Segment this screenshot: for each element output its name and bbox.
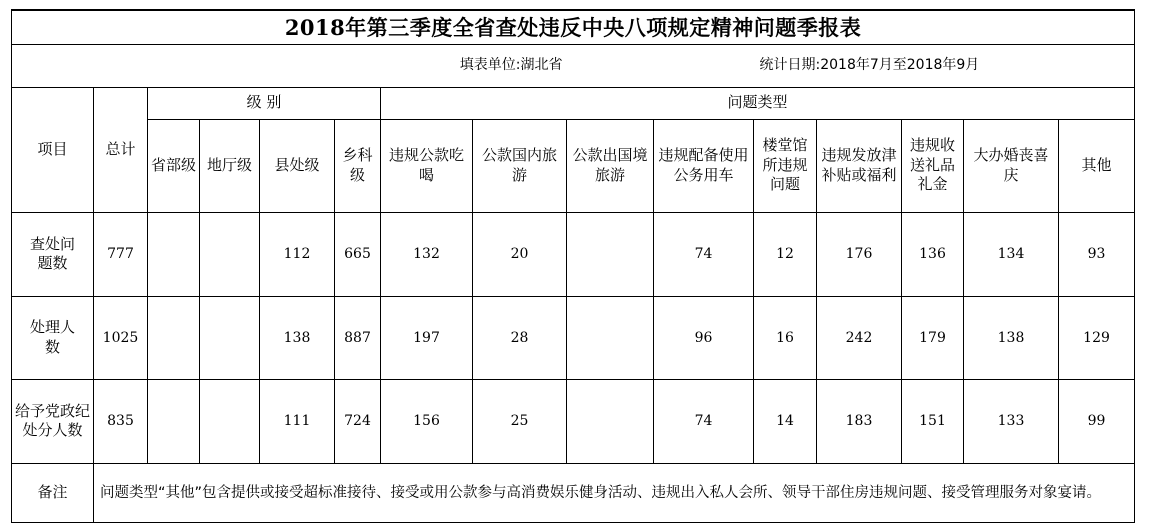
header-level-prefecture: 地厅级 <box>200 119 260 212</box>
note-label: 备注 <box>12 463 94 522</box>
cell-total: 777 <box>94 212 148 296</box>
cell-level <box>148 379 200 463</box>
cell-type: 93 <box>1059 212 1135 296</box>
header-level-county: 县处级 <box>260 119 335 212</box>
cell-type: 197 <box>381 296 473 379</box>
cell-level <box>200 212 260 296</box>
cell-type: 179 <box>902 296 964 379</box>
cell-type: 96 <box>654 296 754 379</box>
cell-level: 112 <box>260 212 335 296</box>
cell-type: 151 <box>902 379 964 463</box>
cell-level: 665 <box>335 212 381 296</box>
cell-type: 74 <box>654 212 754 296</box>
row-label: 给予党政纪处分人数 <box>12 379 94 463</box>
cell-level: 111 <box>260 379 335 463</box>
header-type-overseas-travel: 公款出国境旅游 <box>567 119 654 212</box>
cell-type <box>567 212 654 296</box>
cell-level <box>200 379 260 463</box>
cell-level: 138 <box>260 296 335 379</box>
report-sheet <box>11 9 1134 523</box>
cell-type: 133 <box>964 379 1059 463</box>
cell-total: 1025 <box>94 296 148 379</box>
header-type-gifts: 违规收送礼品礼金 <box>902 119 964 212</box>
cell-type: 132 <box>381 212 473 296</box>
stat-date: 统计日期:2018年7月至2018年9月 <box>754 44 1135 87</box>
report-table <box>11 9 1135 523</box>
header-total: 总计 <box>94 87 148 212</box>
header-type-domestic-travel: 公款国内旅游 <box>473 119 567 212</box>
header-type-other: 其他 <box>1059 119 1135 212</box>
cell-type: 176 <box>817 212 902 296</box>
cell-level: 887 <box>335 296 381 379</box>
cell-type: 16 <box>754 296 817 379</box>
cell-type: 138 <box>964 296 1059 379</box>
cell-type: 129 <box>1059 296 1135 379</box>
table-row <box>12 212 1135 296</box>
cell-type: 28 <box>473 296 567 379</box>
header-type-allowances: 违规发放津补贴或福利 <box>817 119 902 212</box>
cell-total: 835 <box>94 379 148 463</box>
cell-type: 74 <box>654 379 754 463</box>
cell-type: 134 <box>964 212 1059 296</box>
cell-type <box>567 379 654 463</box>
row-label: 查处问题数 <box>12 212 94 296</box>
header-level-province: 省部级 <box>148 119 200 212</box>
note-text: 问题类型“其他”包含提供或接受超标准接待、接受或用公款参与高消费娱乐健身活动、违规出入私人会所、领导干部住房违规问题、接受管理服务对象宴请。 <box>94 463 1135 522</box>
header-type-buildings: 楼堂馆所违规问题 <box>754 119 817 212</box>
header-type-dining: 违规公款吃喝 <box>381 119 473 212</box>
cell-type: 183 <box>817 379 902 463</box>
table-row <box>12 296 1135 379</box>
header-level-group: 级 别 <box>148 87 381 119</box>
cell-type: 136 <box>902 212 964 296</box>
cell-type: 242 <box>817 296 902 379</box>
header-type-weddings-funerals: 大办婚丧喜庆 <box>964 119 1059 212</box>
filled-by: 填表单位:湖北省 <box>148 44 567 87</box>
header-type-group: 问题类型 <box>381 87 1135 119</box>
cell-type: 99 <box>1059 379 1135 463</box>
table-row <box>12 379 1135 463</box>
header-item: 项目 <box>12 87 94 212</box>
cell-level <box>200 296 260 379</box>
cell-type: 25 <box>473 379 567 463</box>
header-level-township: 乡科级 <box>335 119 381 212</box>
cell-level <box>148 296 200 379</box>
row-label: 处理人数 <box>12 296 94 379</box>
cell-type: 20 <box>473 212 567 296</box>
report-title: 2018年第三季度全省查处违反中央八项规定精神问题季报表 <box>12 10 1135 44</box>
cell-type: 12 <box>754 212 817 296</box>
header-type-official-car: 违规配备使用公务用车 <box>654 119 754 212</box>
cell-type <box>567 296 654 379</box>
cell-level: 724 <box>335 379 381 463</box>
cell-type: 156 <box>381 379 473 463</box>
cell-level <box>148 212 200 296</box>
cell-type: 14 <box>754 379 817 463</box>
